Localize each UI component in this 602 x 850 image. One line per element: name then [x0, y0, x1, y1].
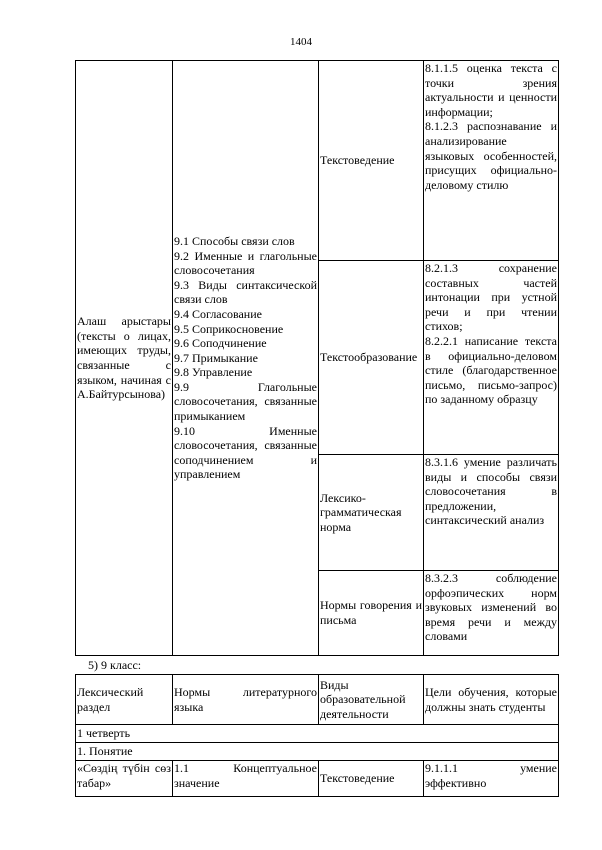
- grade-caption: 5) 9 класс:: [88, 658, 142, 672]
- goals-cell: [424, 455, 559, 571]
- goal-cell: 9.1.1.1 умение эффективно: [424, 761, 559, 797]
- header-cell: Нормы литературного языка: [173, 675, 319, 725]
- norm-cell: 1.1 Концептуальное значение: [173, 761, 319, 797]
- activity-cell: [319, 61, 424, 261]
- topic-cell: 1. Понятие: [76, 743, 559, 761]
- lexical-section-cell: [76, 61, 173, 656]
- table-row: [76, 743, 559, 761]
- table-row: [76, 761, 559, 797]
- norm-item: 9.6 Соподчинение: [174, 336, 267, 351]
- goals-cell: [424, 61, 559, 261]
- activity-cell: Текстоведение: [319, 761, 424, 797]
- curriculum-table-grade9: [75, 674, 559, 797]
- header-cell: Цели обучения, которые должны знать студенты: [424, 675, 559, 725]
- goal-item: 8.1.2.3 распознавание и анализирование языковых особенностей, присущих официально-деловому стилю: [425, 119, 557, 192]
- norm-item: 9.9 Глагольные словосочетания, связанные примыканием: [174, 379, 317, 424]
- table-header-row: [76, 675, 559, 725]
- page-number: 1404: [290, 36, 312, 48]
- goal-item: 8.2.1.3 сохранение составных частей интонации при устной речи и при чтении стихов;: [425, 261, 557, 334]
- norm-item: 9.10 Именные словосочетания, связанные соподчинением и управлением: [174, 423, 317, 482]
- goal-item: 8.3.1.6 умение различать виды и способы связи словосочетания в предложении, синтаксический анализ: [425, 455, 557, 528]
- header-cell: Виды образовательной деятельности: [319, 675, 424, 725]
- curriculum-table-grade8: [75, 60, 559, 656]
- goals-cell: [424, 261, 559, 455]
- lexical-section-text: Алаш арыстары (тексты о лицах, имеющих труды, связанные с языком, начиная с А.Байтурсынова): [77, 314, 171, 402]
- norm-item: 9.7 Примыкание: [174, 350, 258, 365]
- activity-text: Нормы говорения и письма: [320, 598, 422, 627]
- norm-item: 9.3 Виды синтаксической связи слов: [174, 277, 317, 307]
- activity-text: Лексико-грамматическая норма: [320, 490, 402, 534]
- norm-item: 9.1 Способы связи слов: [174, 233, 295, 248]
- goal-item: 8.3.2.3 соблюдение орфоэпических норм звуковых изменений во время речи и между словами: [425, 571, 557, 644]
- activity-cell: [319, 455, 424, 571]
- activity-cell: [319, 571, 424, 656]
- goal-item: 8.2.2.1 написание текста в официально-деловом стиле (благодарственное письмо, письмо-запрос) по заданному образцу: [425, 333, 557, 407]
- activity-text: Текстоведение: [320, 153, 395, 168]
- table-row: [76, 725, 559, 743]
- literary-norms-cell: [173, 61, 319, 656]
- table-row: [76, 61, 559, 261]
- activity-cell: [319, 261, 424, 455]
- header-cell: Лексический раздел: [76, 675, 173, 725]
- goal-item: 8.1.1.5 оценка текста с точки зрения актуальности и ценности информации;: [425, 61, 557, 119]
- norm-item: 9.8 Управление: [174, 365, 253, 380]
- norm-item: 9.2 Именные и глагольные словосочетания: [174, 248, 317, 278]
- norm-item: 9.5 Соприкосновение: [174, 321, 284, 336]
- quarter-cell: 1 четверть: [76, 725, 559, 743]
- norm-item: 9.4 Согласование: [174, 306, 262, 321]
- section-cell: «Сөздің түбін сөз табар»: [76, 761, 173, 797]
- activity-text: Текстообразование: [320, 350, 418, 365]
- goals-cell: [424, 571, 559, 656]
